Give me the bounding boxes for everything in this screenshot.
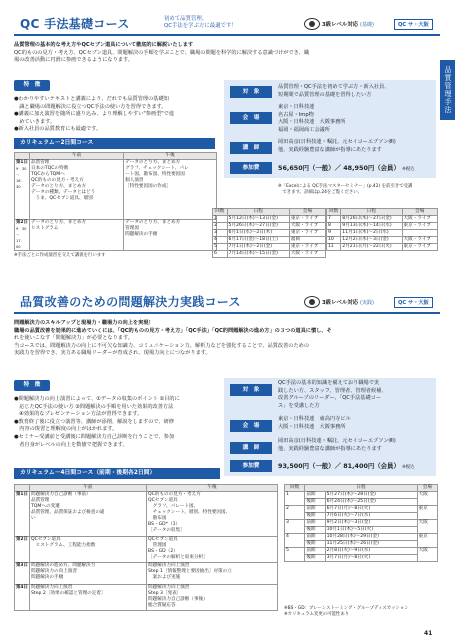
course2-day4-am: 問題解決力向上演習 Step 2［効果の確認と管理の定着］ bbox=[30, 585, 147, 611]
course2-tag: QC サ・大阪 bbox=[394, 297, 433, 308]
course1-schedule-left: 回数 日程 会場 1 5月12日(木)～13日(金) 東京・ライブ 2 5月26日(木)～27日(金) 大阪・ライブ 3 6月1日(水)～2日(木) 東京・ライブ 4 6月17日(金)～18日(土) 福岡 5 7月1日(木)～2日(金) 東京・ライブ 6 7月14日(木)～15日(金) 大阪・ライブ bbox=[212, 208, 326, 258]
course2-fee: 93,500円（一般）／ 81,400円（会員） ※税込 bbox=[278, 462, 415, 470]
course1-features: ●わかりやすいテキストと講義により、だれでも品質管理の基礎知 識と職場の問題解決に役立つQC手法の使い方を習得できます。 ●講義に加え演習を随所に盛り込み、より理解しやすい"参画型"で進 めていきます。 ●新入社員の品質教育にも最適です。 bbox=[14, 96, 175, 133]
course1-features-badge: 特 徴 bbox=[14, 80, 50, 91]
course1-note: ※「Excelによる QC手法マスターセミナー」(p.42) を前引きで受講 できます。詳細はp.24をご覧ください。 bbox=[278, 184, 413, 195]
course2-fee-label: 参加費 bbox=[230, 460, 272, 472]
course1-lecturer-label: 講 師 bbox=[230, 142, 272, 154]
course1-venue: 東京・日科技連 名古屋・Imp物 大阪・日科技連 大阪事務所 福岡・福岡商工会議所 bbox=[278, 104, 346, 133]
course2-curriculum-table: 午前 午後 第1日 問題解決力自己診断（事前） 品質管理 TQMへの変遷 品質管理、品質保証および検査の違 い QC的ものの見方・考え方 QCセブン道具 グラフ、パレート図、 チェックシート、層別、特性要因図、 散布図 BS・GD*（1） ［データの収集］ 第2日 QCセブン道具 ヒストグラム、工程能力指数 QCセブン道具 管理図 BS・GD（2） ［データの解析と収束分析］ 第3日 問題解決の進め方、問題解決力 問題解決力の向上演習 問題解決の手順 問題解決力向上演習 Step 1［情報整理と要因抽出］対策の立 案および実施 第4日 問題解決力向上演習 Step 2［効果の確認と管理の定着］ 問題解決力向上演習 Step 3［発表］ 問題解決力自己診断（事後） 総合質疑応答 bbox=[14, 484, 278, 611]
course2-curriculum-bar: カリキュラム－4日間コース（前期・後期各2日間） bbox=[14, 468, 220, 479]
course1-fee-label: 参加費 bbox=[230, 162, 272, 174]
course2-title: 品質改善のための問題解決力実践コース bbox=[20, 295, 241, 309]
course1-day2-pm: データのとり方、まとめ方 管理図 問題解決の手順 bbox=[124, 220, 217, 251]
course1-day1-am: 品質管理 日本のTQCの特徴 TQCからTQMへ QC的ものの見方・考え方 データのとり方、まとめ方 データの種類、データとはどう うま、QCセブン道具、層別 bbox=[30, 160, 124, 220]
course2-day3-pm: 問題解決力向上演習 Step 1［情報整理と要因抽出］対策の立 案および実施 bbox=[147, 563, 278, 585]
course2-header bbox=[14, 292, 440, 314]
course1-target: 品質管理・QC手法を初めて学ぶ方・新入社員、 短期間で品質管理の基礎を習得したい方 bbox=[278, 84, 390, 98]
course2-intro: 問題解決力のスキルアップと現場力・職場力の向上を実現！ 職場の品質改善を効果的に進めていくには、「QC的ものの見方・考え方」「QC手法」「QC的問題解決の進め方」の３つの道具に慣し、そ れを使いこなす「問題解決力」が必要となります。 当コースでは、問題解決力の向上に不可欠な知識力、コミュニケーション力、解析力などを強化することで、品質改善のための 実践力を習得でき、実力ある職場リーダーが育成され、現場力向上につながります。 bbox=[14, 320, 332, 357]
course1-level: 3級レベル対応 (基礎) bbox=[322, 22, 374, 28]
course2-lecturer-label: 講 師 bbox=[230, 442, 272, 454]
course1-schedule-right: 回数 日程 会場 7 8月26日(木)～27日(金) 大阪・ライブ 8 9月13日(木)～14日(水) 東京・ライブ 9 11月1日(木)～2日(水) 10 12月2日(木)～3日(金) 大阪・ライブ 11 2月21日(月)～22日(火) 東京・ライブ bbox=[326, 208, 438, 251]
course2-footnotes: ※BS・GD：ブレーンストーミング・グループディスカッション ※カリキュラム変更の可能性あり bbox=[284, 606, 409, 617]
course1-target-label: 対 象 bbox=[230, 86, 272, 98]
course2-target-label: 対 象 bbox=[230, 384, 272, 396]
course2-venue: 東京・日科技連 東高円寺ビル 大阪・日科技連 大阪事務所 bbox=[278, 416, 351, 430]
course1-footnote: ※手法ごとに作成演習を交えて講義を行います bbox=[14, 253, 106, 258]
course2-day3-am: 問題解決の進め方、問題解決力 問題解決力の向上演習 問題解決の手順 bbox=[30, 563, 147, 585]
course1-fee: 56,650円（一般）／ 48,950円（会員） ※税込 bbox=[278, 164, 415, 172]
course1-day2-am: データのとり方、まとめ方 ヒストグラム bbox=[30, 220, 124, 251]
course1-lecturer: 岡田高彦(日科技連・嘱託、元セイコーエプソン㈱) 他、実践経験豊富な講師が指導にあたります bbox=[278, 139, 396, 153]
course2-lecturer: 岡田高彦(日科技連・嘱託、元セイコーエプソン㈱) 他、実践経験豊富な講師が指導にあたります bbox=[278, 438, 396, 452]
course1-subtitle: 初めて品質管理、 QC手法を学ぶ方に最適です！ bbox=[164, 16, 237, 29]
course1-intro: 品質管理の基本的な考え方やQCセブン道具について徹底的に解説いたします QC的ものの見方・考え方、QCセブン道具、問題解決の手順を学ぶことで、職場の問題を科学的に解決する意識づけができ、職 場の改善活動に円滑に参画できるようになります。 bbox=[14, 42, 310, 64]
course2-day2-am: QCセブン道具 ヒストグラム、工程能力指数 bbox=[30, 537, 147, 563]
course2-features: ●問題解決力の向上演習によって、①データの収集のポイント ②目的に 応じたQC手法の使い方 ③問題解決の手順を用いた効果的改善方法 ④効果的なプレゼンテーション方法が習得できます。 ●教育終了後に役立つ演習等、講師が添削、解説をしますので、研修 内容の復習と理解度の向上がはかれます。 ●セミナー受講前と受講後に問題解決力自己診断を行うことで、参加 者自身がレベルの向上を数値で把握できます。 bbox=[14, 396, 180, 448]
side-tab: 品質管理手法 bbox=[440, 60, 455, 120]
course2-day2-pm: QCセブン道具 管理図 BS・GD（2） ［データの解析と収束分析］ bbox=[147, 537, 278, 563]
course1-header bbox=[14, 14, 440, 36]
course1-tag: QC サ・大阪 bbox=[394, 19, 433, 30]
course2-level: 3級レベル対応 (実践) bbox=[322, 300, 374, 306]
course2-venue-label: 会 場 bbox=[230, 420, 272, 432]
course2-target: QC手法の基本的知識を備えており職場で実 践したい方、スタッフ、管理者、管理者候補、 改善グループのリーダー、「QC手法基礎コー ス」を受講した方 bbox=[278, 380, 387, 409]
course1-curriculum-table: 午前 午後 第1日 9：30 ～ 16：30 品質管理 日本のTQCの特徴 TQCからTQMへ QC的ものの見方・考え方 データのとり方、まとめ方 データの種類、データとはどう うま、QCセブン道具、層別 データのとり方、まとめ方 グラフ、チェックシート、パレ ート図、散布図、特性要因図 個人演習 ［特性要因図の作成］ 第2日 9：30 ～ 17：00 データのとり方、まとめ方 ヒストグラム データのとり方、まとめ方 管理図 問題解決の手順 bbox=[14, 152, 217, 251]
course2-features-badge: 特 徴 bbox=[14, 380, 50, 391]
page-number: 41 bbox=[424, 630, 433, 637]
course2-day4-pm: 問題解決力向上演習 Step 3［発表］ 問題解決力自己診断（事後） 総合質疑応答 bbox=[147, 585, 278, 611]
course1-title: QC 手法基礎コース bbox=[20, 17, 130, 31]
course2-day1-am: 問題解決力自己診断（事前） 品質管理 TQMへの変遷 品質管理、品質保証および検査の違 い bbox=[30, 492, 147, 537]
course1-day1-pm: データのとり方、まとめ方 グラフ、チェックシート、パレ ート図、散布図、特性要因図 個人演習 ［特性要因図の作成］ bbox=[124, 160, 217, 220]
course1-curriculum-bar: カリキュラム－2日間コース bbox=[14, 138, 215, 149]
eye-icon bbox=[304, 18, 320, 30]
eye-icon bbox=[304, 296, 320, 308]
course1-venue-label: 会 場 bbox=[230, 112, 272, 124]
course2-schedule-table: 回数 日程 会場 1 前期 5月27日(木)～28日(金) 大阪 後期 6月24日(木)～25日(金) 2 前期 6月7日(月)～8日(火) 東京 後期 7月6日(火)～7日(水) 3 前期 9月2日(木)～3日(金) 大阪 後期 10月1日(木)～5日(火) 4 前期 10月28日(木)～29日(金) 東京 後期 11月25日(木)～26日(金) 5 前期 2月8日(火)～9日(水) 大阪 後期 3月7日(月)～8日(火) bbox=[284, 484, 438, 562]
course2-day1-pm: QC的ものの見方・考え方 QCセブン道具 グラフ、パレート図、 チェックシート、層別、特性要因図、 散布図 BS・GD*（1） ［データの収集］ bbox=[147, 492, 278, 537]
